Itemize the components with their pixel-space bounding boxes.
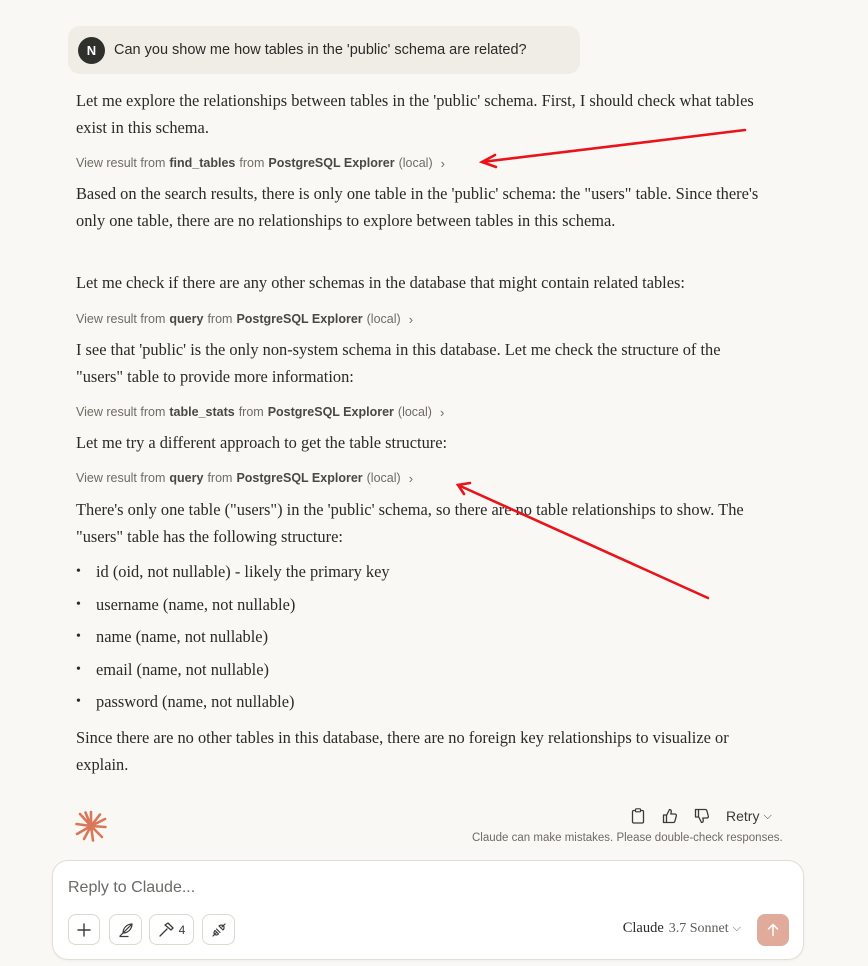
disclaimer: Claude can make mistakes. Please double-check responses. [472,832,783,844]
bullet-icon: • [76,629,81,644]
message-actions [628,806,772,826]
response-paragraph-6: There's only one table ("users") in the 'public' schema, so there are no table relationships to show. The "users" table has the following structure: [76,500,744,546]
thumbs-down-icon[interactable] [692,806,712,826]
tool-result-table-stats[interactable]: View result from table_stats from PostgreSQL Explorer (local) › [76,404,445,420]
tool-server: PostgreSQL Explorer [236,471,363,485]
tool-name: table_stats [169,405,235,419]
tools-count: 4 [178,922,186,937]
tool-server: PostgreSQL Explorer [236,312,363,326]
list-item: • id (oid, not nullable) - likely the primary key [76,559,390,592]
composer [52,860,804,960]
response-paragraph-4: I see that 'public' is the only non-system schema in this database. Let me check the structure of the "users" table to provide more information: [76,340,721,386]
list-item: • email (name, not nullable) [76,657,390,690]
tool-result-query-2[interactable]: View result from query from PostgreSQL Explorer (local) › [76,470,414,486]
tool-name: query [169,312,204,326]
tool-name: query [169,471,204,485]
claude-logo-icon [75,810,107,842]
user-message-text: Can you show me how tables in the 'public' schema are related? [114,42,527,58]
chevron-right-icon: › [440,155,445,171]
tool-server: PostgreSQL Explorer [268,156,395,170]
integrations-button[interactable] [202,914,235,945]
chevron-right-icon: › [408,470,414,486]
thumbs-up-icon[interactable] [660,806,680,826]
annotation-arrowhead-1 [482,155,496,167]
retry-button[interactable]: Retry ⌵ [726,808,772,824]
response-paragraph-2: Based on the search results, there is only one table in the 'public' schema: the "users" table. Since there's only one table, there are no relationships to explore between tables in this schema. [76,184,759,230]
tool-result-query-1[interactable]: View result from query from PostgreSQL Explorer (local) › [76,311,414,327]
model-selector[interactable]: Claude 3.7 Sonnet ⌵ [622,920,741,936]
arrow-up-icon [766,923,780,937]
chevron-right-icon: › [408,311,414,327]
send-button[interactable] [757,914,789,946]
reply-input[interactable]: Reply to Claude... [68,879,196,896]
response-paragraph-3: Let me check if there are any other schemas in the database that might contain related tables: [76,273,685,292]
style-button[interactable] [109,914,142,945]
user-message [68,26,580,74]
add-button[interactable] [68,914,100,945]
tool-name: find_tables [169,156,236,170]
bullet-icon: • [76,694,81,709]
chevron-down-icon: ⌵ [732,922,741,934]
tool-server: PostgreSQL Explorer [267,405,394,419]
response-paragraph-7: Since there are no other tables in this database, there are no foreign key relationships to visualize or explain. [76,728,729,774]
quill-icon [118,922,134,938]
column-list [76,559,390,722]
bullet-icon: • [76,564,81,579]
chevron-down-icon: ⌵ [763,809,772,822]
user-avatar: N [78,37,105,64]
bullet-icon: • [76,661,81,677]
plus-icon [77,923,91,937]
list-item: • password (name, not nullable) [76,689,390,722]
tool-result-find-tables[interactable]: View result from find_tables from PostgreSQL Explorer (local) › [76,155,445,171]
chevron-right-icon: › [439,404,445,420]
bullet-icon: • [76,596,81,612]
tools-button[interactable] [149,914,194,945]
response-paragraph-5: Let me try a different approach to get the table structure: [76,433,448,452]
copy-icon[interactable] [628,806,648,826]
plug-icon [211,922,227,938]
list-item: • name (name, not nullable) [76,624,390,657]
response-paragraph-1: Let me explore the relationships between tables in the 'public' schema. First, I should check what tables exist in this schema. [76,91,754,137]
list-item: • username (name, not nullable) [76,592,390,625]
hammer-icon [158,922,174,938]
annotation-arrowhead-2 [458,483,470,494]
